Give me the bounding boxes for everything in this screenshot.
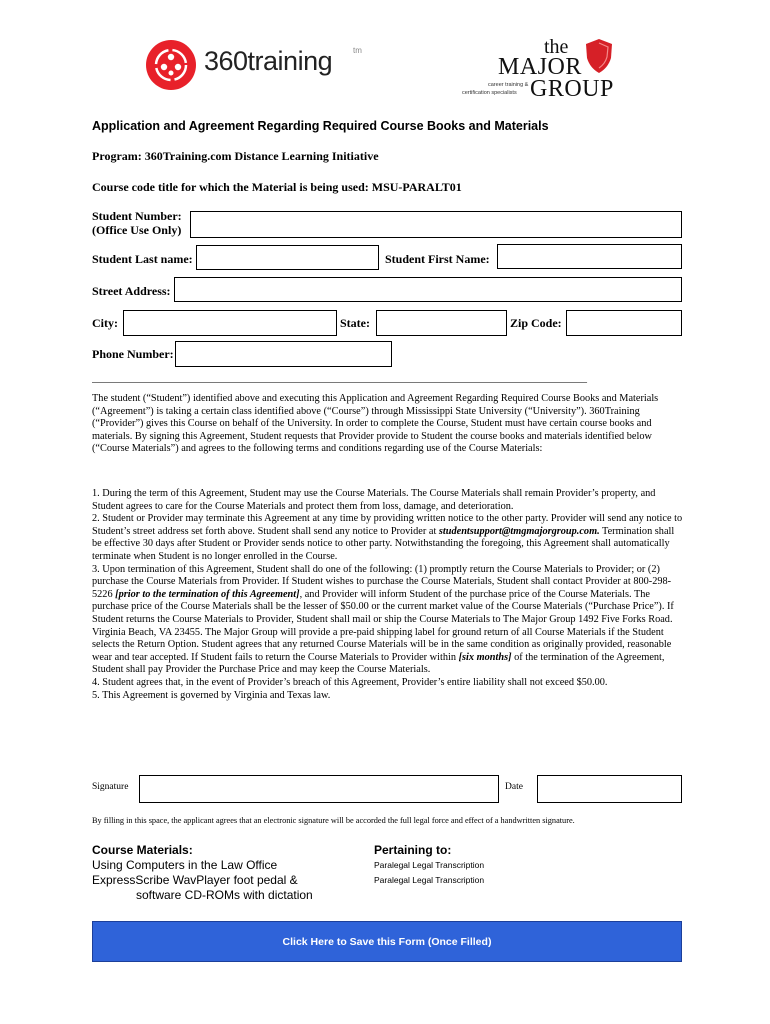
term-3	[92, 564, 684, 677]
city-field[interactable]	[123, 310, 337, 336]
term-4: 4. Student agrees that, in the event of Provider’s breach of this Agreement, Provider’s entire liability shall not exceed $50.00.	[92, 676, 608, 688]
360training-wordmark: 360training	[204, 46, 333, 76]
section-divider: ___________________________________________________________________________________________________	[92, 373, 587, 384]
student-number-field[interactable]	[190, 211, 682, 238]
term-3-text-c: of the termination of the Agreement, Student shall pay Provider the Purchase Price and may keep the Course Materials.	[92, 651, 665, 676]
term-1: 1. During the term of this Agreement, Student may use the Course Materials. The Course Materials shall remain Provider’s property, and Student agrees to care for the Course Materials and protect them from loss, damage, and deterioration.	[92, 488, 656, 512]
major-group-logo	[456, 38, 632, 104]
course-material-2: ExpressScribe WavPlayer foot pedal &	[92, 873, 298, 887]
agreement-intro: The student (“Student”) identified above and executing this Application and Agreement Regarding Required Course Books and Materials (“Agreement”) is taking a certain class identified above (“Course”) through Mississippi State University (“University”). 360Training (“Provider”) gives this Course on behalf of the University. In order to complete the Course, Student must have certain course books and materials. By signing this Agreement, Student requests that Provider provide to Student the course books and materials identified below (“Course Materials”) and agrees to the following terms and conditions regarding use of the Course Materials:	[92, 393, 659, 455]
date-label: Date	[505, 782, 523, 792]
360training-logo	[146, 40, 376, 96]
logo-major-text: MAJOR	[498, 54, 582, 80]
term-2-text-a: 2. Student or Provider may terminate this Agreement at any time by providing written notice to the other party. Provider will send any notice to Student’s street address set forth above. Student shall send any notice to Provider at	[92, 513, 683, 537]
course-material-1: Using Computers in the Law Office	[92, 858, 278, 872]
state-label: State:	[340, 316, 370, 330]
term-2-text-b: Termination shall be effective 30 days after Student or Provider sends notice to other party. Notwithstanding the foregoing, this Agreement shall automatically terminate when Student is no longer enrolled in the Course.	[92, 525, 675, 562]
term-3-emphasis-2: [six months]	[458, 651, 512, 663]
agreement-terms	[92, 488, 684, 702]
street-address-field[interactable]	[174, 277, 682, 302]
360-logo-mark-icon	[146, 40, 196, 90]
zip-code-field[interactable]	[566, 310, 682, 336]
save-form-button[interactable]	[92, 921, 682, 962]
first-name-field[interactable]	[497, 244, 682, 269]
pertaining-item-1: Paralegal Legal Transcription	[374, 860, 485, 870]
program-line: Program: 360Training.com Distance Learning Initiative	[92, 149, 379, 163]
pertaining-item-2: Paralegal Legal Transcription	[374, 875, 485, 885]
logo-group-text: GROUP	[530, 76, 614, 102]
office-use-label: (Office Use Only)	[92, 223, 182, 237]
pertaining-heading: Pertaining to:	[374, 843, 452, 857]
support-email: studentsupport@tmgmajorgroup.com.	[438, 525, 600, 537]
course-material-3: software CD-ROMs with dictation	[136, 888, 313, 902]
save-form-button-label: Click Here to Save this Form (Once Filled)	[282, 935, 492, 948]
esignature-note: By filling in this space, the applicant agrees that an electronic signature will be accorded the full legal force and effect of a handwritten signature.	[92, 816, 575, 825]
city-label: City:	[92, 316, 118, 330]
term-5: 5. This Agreement is governed by Virginia and Texas law.	[92, 689, 331, 701]
term-3-text-b: , and Provider will inform Student of the purchase price of the Course Materials. The purchase price of the Course Materials shall be the lesser of $50.00 or the current market value of the Course Materials (“Purchase Price”). If Student returns the Course Materials to Provider, Student shall mail or ship the Course Materials to The Major Group 1492 Five Forks Road. Virginia Beach, VA 23455. The Major Group will provide a pre-paid shipping label for ground return of all Course Materials if the Student selects the Return Option. Student agrees that any returned Course Materials will be in the same condition as originally provided, reasonable wear and tear accepted. If Student fails to return the Course Materials to Provider within	[92, 588, 674, 663]
phone-number-label: Phone Number:	[92, 347, 174, 361]
signature-label: Signature	[92, 782, 129, 792]
last-name-field[interactable]	[196, 245, 379, 270]
date-field[interactable]	[537, 775, 682, 803]
signature-field[interactable]	[139, 775, 499, 803]
term-3-text-a: 3. Upon termination of this Agreement, Student shall do one of the following: (1) promptly return the Course Materials to Provider; or (2) purchase the Course Materials from Provider. If Student wishes to purchase the Course Materials, Student shall contact Provider at 800-298-5226	[92, 563, 672, 600]
state-field[interactable]	[376, 310, 507, 336]
logo-tagline-1: career training &	[488, 82, 529, 88]
term-2	[92, 513, 684, 563]
first-name-label: Student First Name:	[385, 252, 490, 266]
logo-the-text: the	[544, 36, 569, 58]
term-3-emphasis-1: [prior to the termination of this Agreement]	[115, 588, 300, 600]
last-name-label: Student Last name:	[92, 252, 193, 266]
course-materials-heading: Course Materials:	[92, 843, 193, 857]
phone-number-field[interactable]	[175, 341, 392, 367]
shield-icon	[584, 38, 614, 74]
student-number-label: Student Number:	[92, 209, 182, 223]
form-title: Application and Agreement Regarding Required Course Books and Materials	[92, 119, 549, 133]
street-address-label: Street Address:	[92, 284, 171, 298]
trademark-mark: tm	[353, 46, 362, 55]
course-code-line: Course code title for which the Material is being used: MSU-PARALT01	[92, 180, 462, 194]
zip-code-label: Zip Code:	[510, 316, 562, 330]
logo-tagline-2: certification specialists	[462, 90, 517, 96]
